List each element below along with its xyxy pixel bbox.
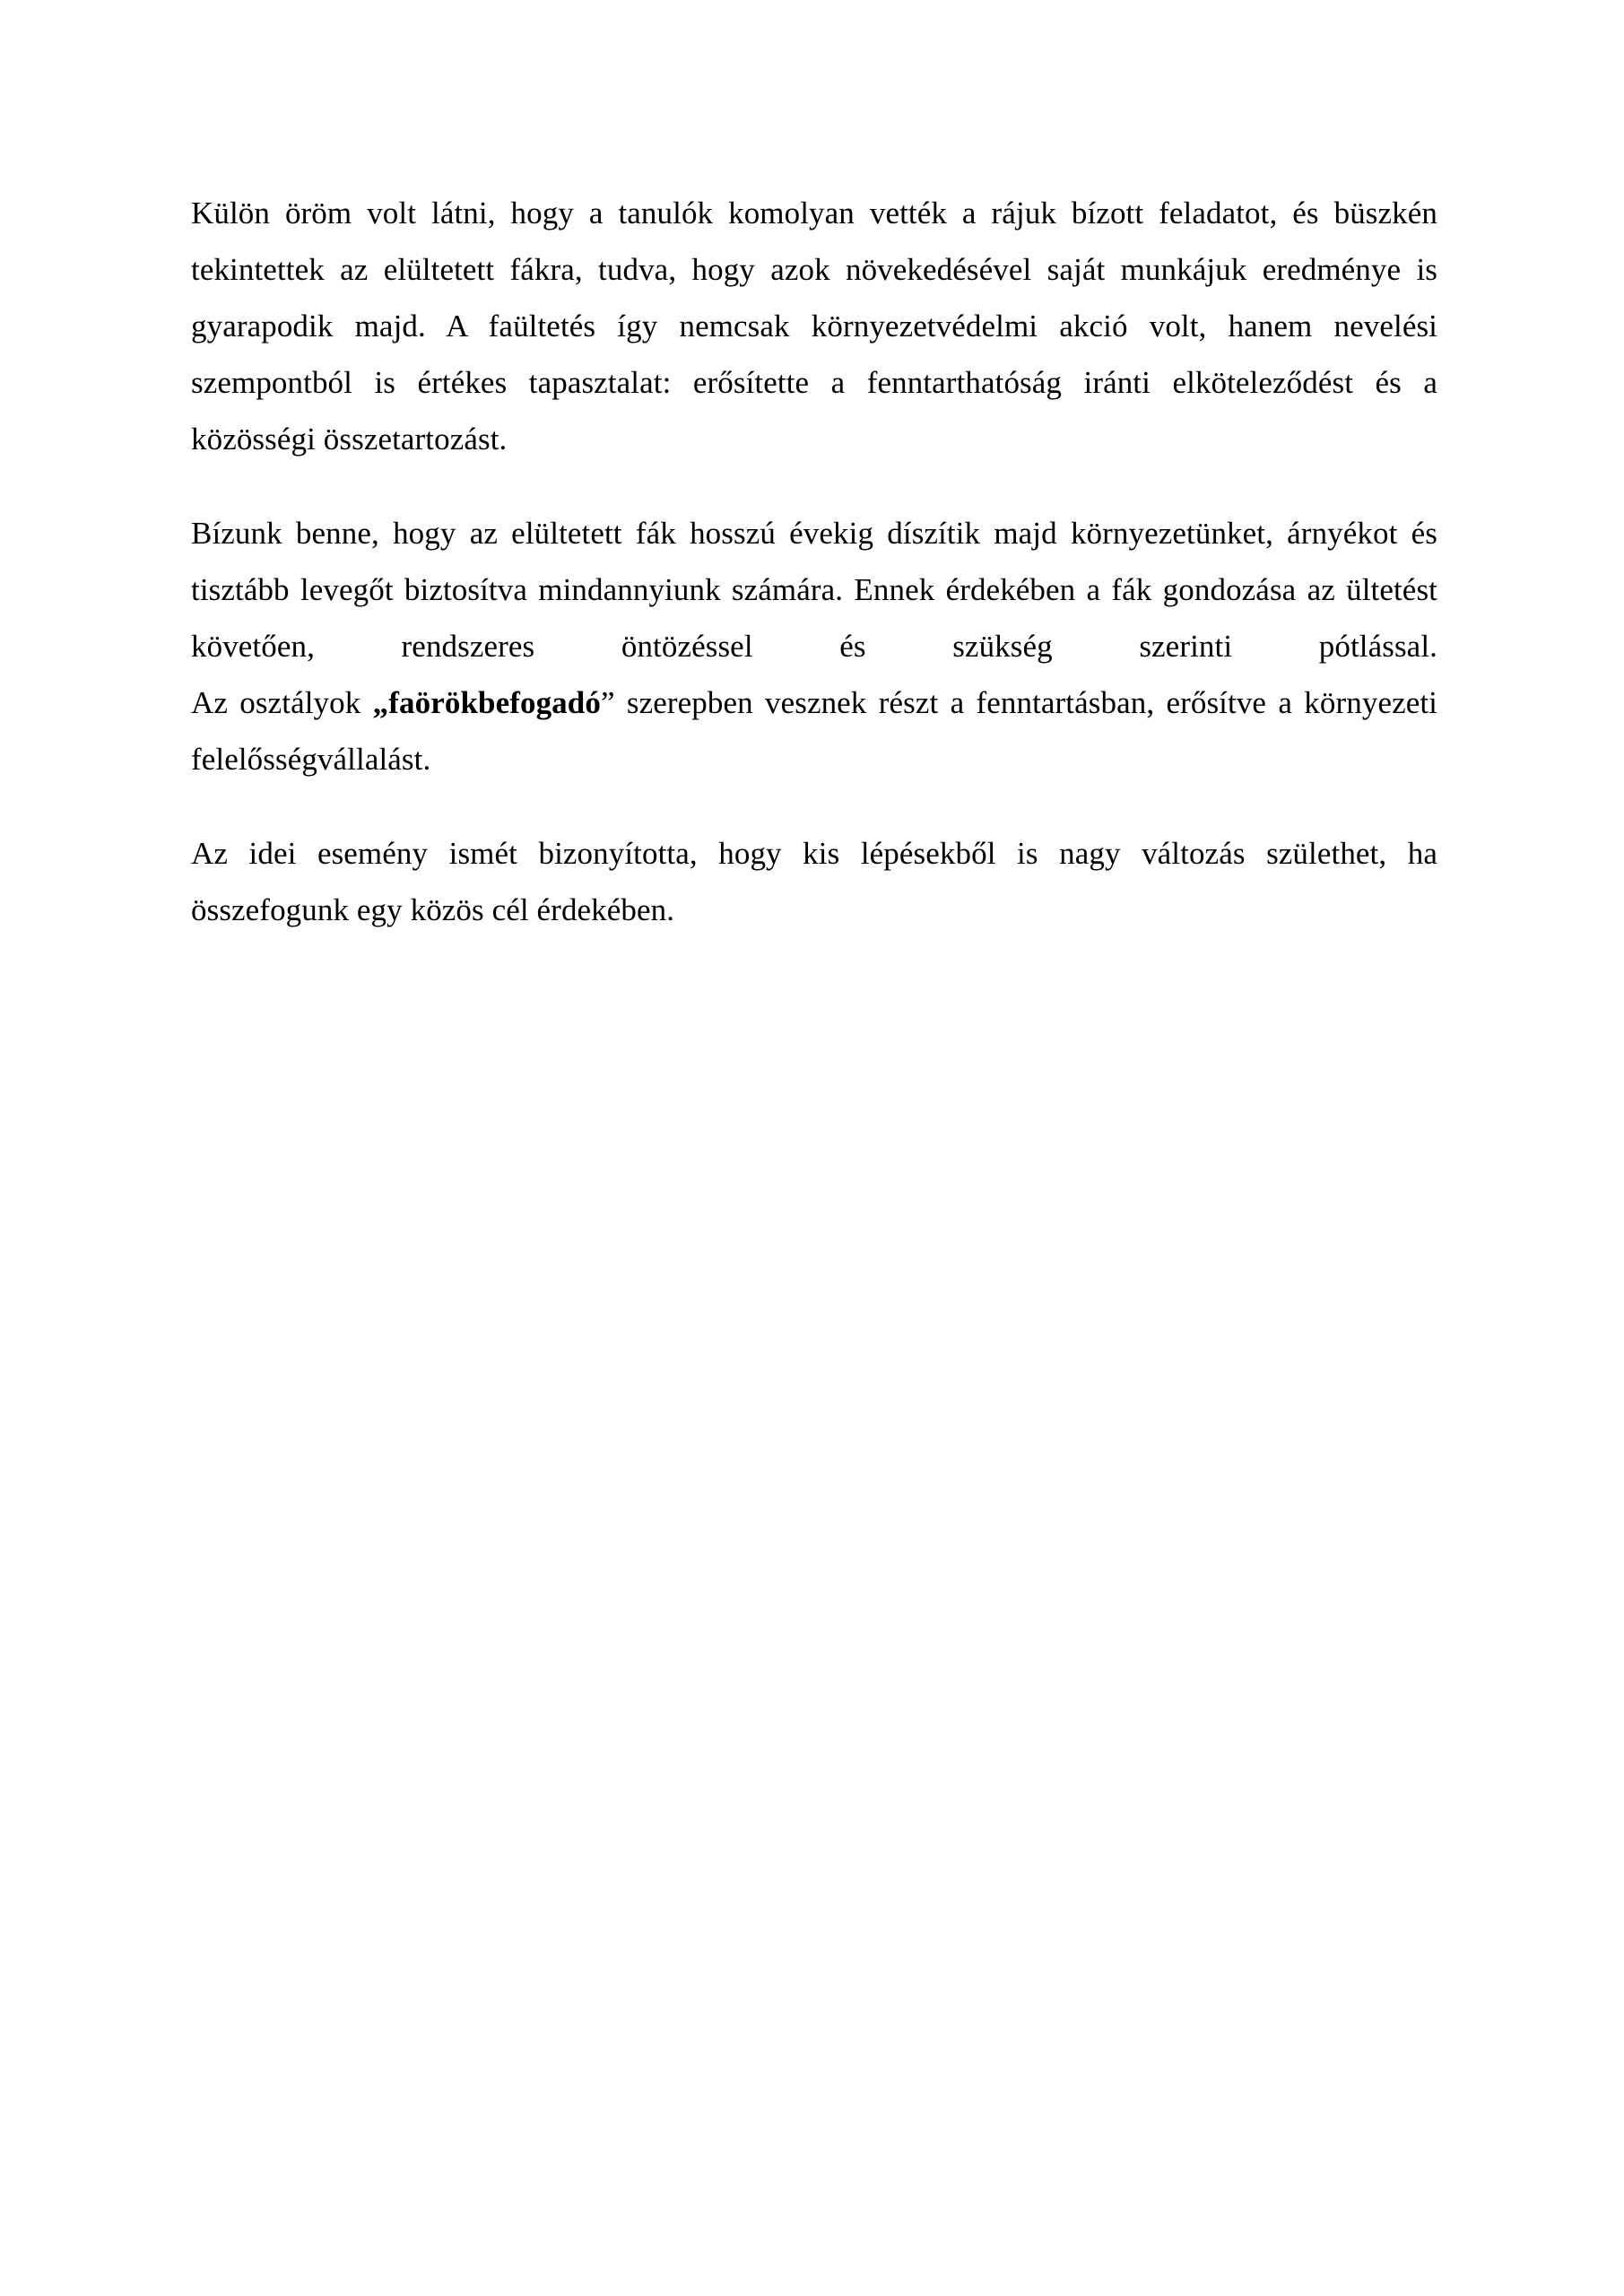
paragraph-2-line-2: tisztább levegőt biztosítva mindannyiunk számára. Ennek érdekében a fák gondozása az ültetést	[191, 572, 1437, 607]
paragraph-2	[191, 505, 1437, 787]
bold-line-prefix: Az osztályok	[191, 685, 373, 720]
paragraph-3	[191, 825, 1437, 938]
paragraph-1-line-5: közösségi összetartozást.	[191, 422, 508, 457]
paragraph-2-line-4	[191, 674, 1437, 731]
paragraph-2-line-5: felelősségvállalást.	[191, 742, 431, 777]
paragraph-3-line-1: Az idei esemény ismét bizonyította, hogy kis lépésekből is nagy változás születhet, ha	[191, 836, 1437, 871]
paragraph-1-line-4: szempontból is értékes tapasztalat: erősítette a fenntarthatóság iránti elköteleződést és a	[191, 365, 1437, 400]
paragraph-2-line-1: Bízunk benne, hogy az elültetett fák hosszú évekig díszítik majd környezetünket, árnyékot és	[191, 516, 1437, 551]
paragraph-3-line-2: összefogunk egy közös cél érdekében.	[191, 892, 675, 927]
bold-quoted-term: „faörökbefogadó	[372, 685, 601, 720]
paragraph-1-line-1: Külön öröm volt látni, hogy a tanulók komolyan vették a rájuk bízott feladatot, és büszkén	[191, 196, 1437, 230]
bold-line-suffix: ” szerepben vesznek részt a fenntartásban, erősítve a környezeti	[600, 685, 1438, 720]
paragraph-1-line-3: gyarapodik majd. A faültetés így nemcsak környezetvédelmi akció volt, hanem nevelési	[191, 309, 1437, 344]
paragraph-1-line-2: tekintettek az elültetett fákra, tudva, hogy azok növekedésével saját munkájuk eredménye is	[191, 252, 1437, 287]
paragraph-2-line-3: követően, rendszeres öntözéssel és szükség szerinti pótlással.	[191, 629, 1437, 664]
text-block	[191, 185, 1437, 976]
paragraph-1	[191, 185, 1437, 467]
